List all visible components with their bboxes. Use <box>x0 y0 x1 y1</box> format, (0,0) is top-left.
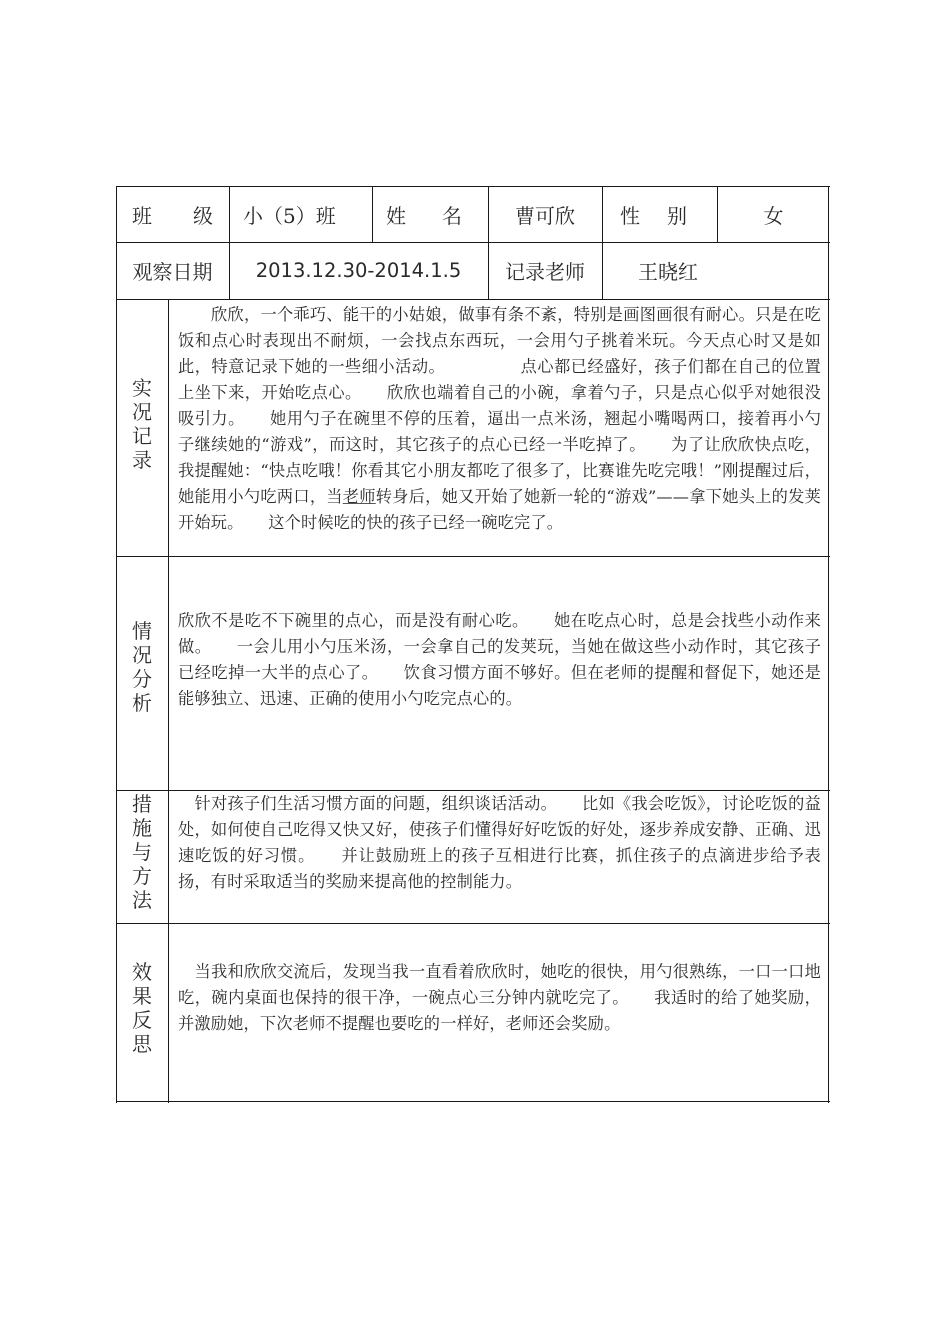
class-label: 班 级 <box>132 203 213 228</box>
reflection-label: 效 果 反 思 <box>132 960 152 1056</box>
gender-value: 女 <box>763 203 784 228</box>
class-value: 小（5）班 <box>243 203 336 228</box>
row-divider-5 <box>116 923 830 924</box>
record-text: 欣欣，一个乖巧、能干的小姑娘，做事有条不紊，特别是画图画很有耐心。只是在吃饭和点心时表现出不耐烦，一会找点东西玩，一会用勺子挑着米玩。今天点心时又是如此，特意记录下她的一些细小活动。 点心都已经盛好，孩子们都在自己的位置上坐下来，开始吃点心。 欣欣也端着自己的小碗，拿着勺子，只是点心似乎对她很没吸引力。 她用勺子在碗里不停的压着，逼出一点米汤，翘起小嘴喝两口，接着再小勺子继续她的“游戏”，而这时，其它孩子的点心已经一半吃掉了。 为了让欣欣快点吃，我提醒她：“快点吃哦！你看其它小朋友都吃了很多了，比赛谁先吃完哦！”刚提醒过后，她能用小勺吃两口，当老师转身后，她又开始了她新一轮的“游戏”——拿下她头上的发荚开始玩。 这个时候吃的快的孩子已经一碗吃完了。 <box>178 305 822 532</box>
teacher-value: 王晓红 <box>638 260 698 284</box>
teacher-label: 记录老师 <box>505 260 585 284</box>
name-label: 姓 名 <box>386 203 462 228</box>
measures-label: 措 施 与 方 法 <box>132 792 152 912</box>
name-value: 曹可欣 <box>515 203 575 228</box>
table-border-bottom <box>116 1101 830 1102</box>
date-value: 2013.12.30-2014.1.5 <box>255 259 462 282</box>
record-label: 实 况 记 录 <box>132 376 152 472</box>
analysis-label: 情 况 分 析 <box>132 619 152 715</box>
row-divider-2 <box>116 299 830 300</box>
date-label: 观察日期 <box>132 260 213 284</box>
analysis-text: 欣欣不是吃不下碗里的点心，而是没有耐心吃。 她在吃点心时，总是会找些小动作来做。 一会儿用小勺压米汤，一会拿自己的发荚玩，当她在做这些小动作时，其它孩子已经吃掉一大半的点心了。 饮食习惯方面不够好。但在老师的提醒和督促下，她还是能够独立、迅速、正确的使用小勺吃完点心的。 <box>178 611 821 708</box>
gender-label: 性 别 <box>620 203 687 228</box>
label-column-divider <box>168 299 169 1103</box>
teacher-link[interactable]: 老师 <box>342 487 376 506</box>
reflection-text: 当我和欣欣交流后，发现当我一直看着欣欣时，她吃的很快，用勺很熟练，一口一口地吃，碗内桌面也保持的很干净，一碗点心三分钟内就吃完了。 我适时的给了她奖励，并激励她，下次老师不提醒也要吃的一样好，老师还会奖励。 <box>178 962 821 1033</box>
observation-record-table <box>116 186 830 1103</box>
table-border-right <box>828 186 829 1103</box>
row-divider-3 <box>116 556 830 557</box>
measures-text: 针对孩子们生活习惯方面的问题，组织谈话活动。 比如《我会吃饭》，讨论吃饭的益处，如何使自己吃得又快又好，使孩子们懂得好好吃饭的好处，逐步养成安静、正确、迅速吃饭的好习惯。 并让鼓励班上的孩子互相进行比赛，抓住孩子的点滴进步给予表扬，有时采取适当的奖励来提高他的控制能力。 <box>178 794 821 891</box>
